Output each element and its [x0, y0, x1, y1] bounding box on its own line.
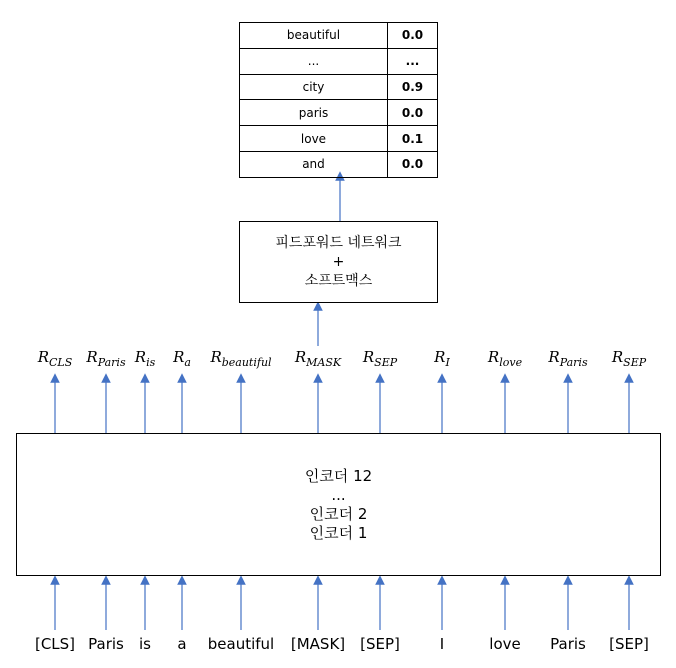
- word-cell: love: [240, 126, 388, 152]
- representation-label: $R_{is}$: [134, 348, 156, 369]
- softmax-label: 소프트맥스: [304, 272, 373, 289]
- probability-cell: 0.0: [388, 100, 438, 126]
- input-token: Paris: [550, 635, 586, 653]
- word-cell: beautiful: [240, 23, 388, 49]
- table-row: [240, 151, 438, 177]
- table-row: [240, 100, 438, 126]
- encoder-12-label: 인코더 12: [304, 466, 373, 485]
- encoder-2-label: 인코더 2: [309, 504, 368, 523]
- input-token: love: [489, 635, 521, 653]
- representation-label: $R_{Paris}$: [86, 348, 126, 369]
- representation-label: $R_{beautiful}$: [210, 348, 272, 369]
- representation-label: $R_{Paris}$: [548, 348, 588, 369]
- representation-label: $R_a$: [173, 348, 191, 369]
- encoder-ellipsis: ...: [331, 485, 346, 504]
- representation-label: $R_{MASK}$: [294, 348, 342, 369]
- input-token: I: [439, 635, 445, 653]
- table-row: [240, 48, 438, 74]
- representation-label: $R_{love}$: [487, 348, 523, 369]
- table-row: [240, 126, 438, 152]
- representation-label: $R_{SEP}$: [611, 348, 647, 369]
- plus-label: +: [332, 253, 345, 270]
- representation-label: $R_I$: [434, 348, 450, 369]
- probability-cell: ...: [388, 48, 438, 74]
- feedforward-label: 피드포워드 네트워크: [275, 234, 402, 251]
- probability-cell: 0.9: [388, 74, 438, 100]
- representation-label: $R_{SEP}$: [362, 348, 398, 369]
- input-token: is: [139, 635, 151, 653]
- word-cell: paris: [240, 100, 388, 126]
- probability-cell: 0.1: [388, 126, 438, 152]
- encoder-1-label: 인코더 1: [309, 523, 368, 542]
- feedforward-softmax-box: [239, 221, 438, 303]
- word-cell: ...: [240, 48, 388, 74]
- input-token: [SEP]: [609, 635, 649, 653]
- input-token: [CLS]: [34, 635, 76, 653]
- probability-cell: 0.0: [388, 151, 438, 177]
- encoder-stack-box: [16, 433, 661, 576]
- probability-cell: 0.0: [388, 23, 438, 49]
- table-row: [240, 23, 438, 49]
- table-row: [240, 74, 438, 100]
- word-cell: city: [240, 74, 388, 100]
- representation-label: $R_{CLS}$: [37, 348, 73, 369]
- input-token: a: [177, 635, 187, 653]
- input-token: [MASK]: [290, 635, 346, 653]
- input-token: [SEP]: [360, 635, 400, 653]
- input-token: Paris: [88, 635, 124, 653]
- output-probability-table: [239, 22, 438, 178]
- word-cell: and: [240, 151, 388, 177]
- input-token: beautiful: [207, 635, 275, 653]
